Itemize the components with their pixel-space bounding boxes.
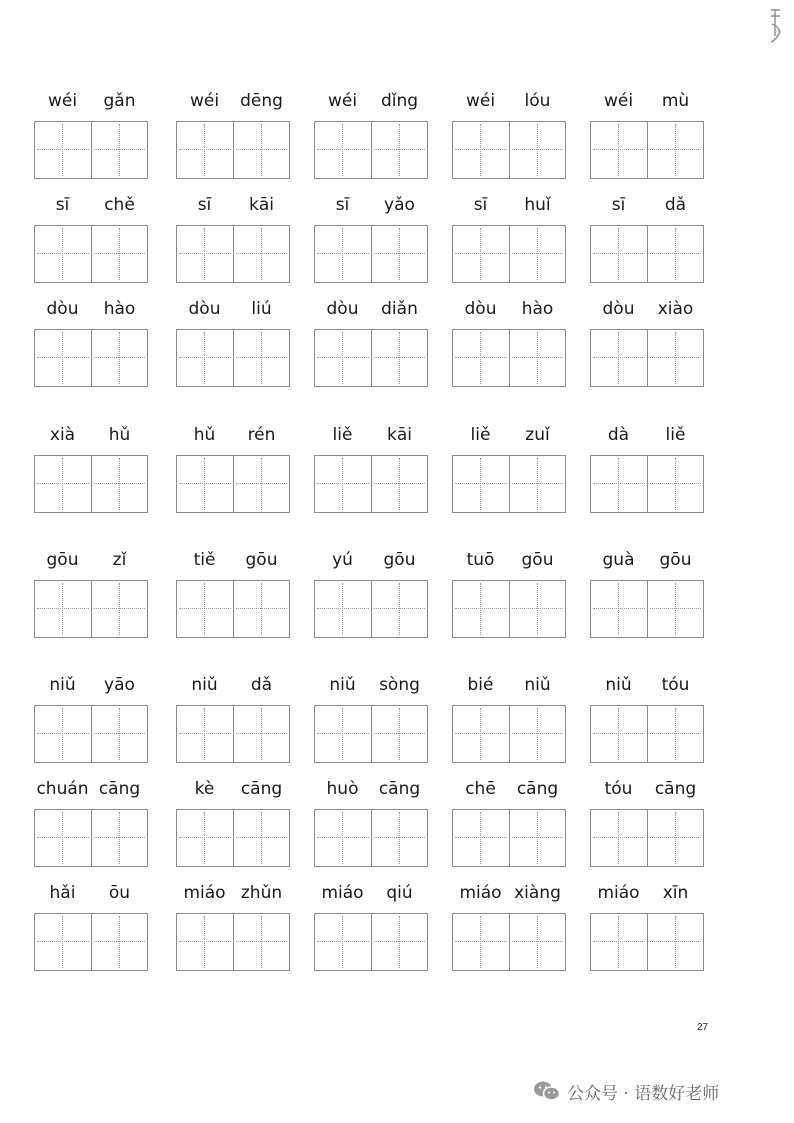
pinyin-syllable: lóu (524, 91, 551, 111)
pinyin-syllable: xià (49, 425, 76, 445)
pinyin-syllable: zuǐ (525, 425, 550, 445)
tian-zi-ge-cell[interactable] (509, 122, 566, 178)
pinyin-syllable: kè (194, 779, 215, 799)
writing-boxes (34, 809, 148, 867)
wechat-icon (533, 1080, 561, 1102)
pinyin-label (314, 192, 428, 218)
tian-zi-ge-cell[interactable] (233, 226, 290, 282)
pinyin-syllable: dǎ (664, 195, 687, 215)
writing-boxes (452, 913, 566, 971)
tian-zi-ge-cell[interactable] (35, 706, 91, 762)
word-item (34, 192, 148, 290)
pinyin-syllable: niǔ (605, 675, 632, 695)
word-item (314, 776, 428, 874)
pinyin-syllable: liú (251, 299, 272, 319)
word-item (314, 192, 428, 290)
pinyin-syllable: gōu (521, 550, 554, 570)
watermark-footer (533, 1078, 719, 1104)
tian-zi-ge-cell[interactable] (647, 456, 704, 512)
pinyin-label (34, 547, 148, 573)
pinyin-label (34, 88, 148, 114)
word-item (176, 192, 290, 290)
writing-boxes (314, 455, 428, 513)
pinyin-syllable: tóu (661, 675, 690, 695)
word-item (176, 422, 290, 520)
writing-boxes (34, 455, 148, 513)
writing-boxes (452, 705, 566, 763)
pinyin-syllable: liě (665, 425, 686, 445)
pinyin-syllable: sī (611, 195, 626, 215)
pinyin-syllable: tóu (604, 779, 633, 799)
tian-zi-ge-cell[interactable] (647, 810, 704, 866)
tian-zi-ge-cell[interactable] (509, 706, 566, 762)
pinyin-label (452, 192, 566, 218)
pinyin-syllable: wéi (47, 91, 78, 111)
writing-boxes (314, 225, 428, 283)
word-item (176, 672, 290, 770)
pinyin-syllable: xīn (662, 883, 689, 903)
word-row (34, 880, 714, 978)
word-item (314, 672, 428, 770)
pinyin-syllable: cāng (654, 779, 697, 799)
pinyin-label (452, 672, 566, 698)
pinyin-label (590, 192, 704, 218)
word-item (34, 88, 148, 186)
pinyin-syllable: xiàng (514, 883, 561, 903)
writing-boxes (590, 121, 704, 179)
pinyin-label (590, 88, 704, 114)
pinyin-syllable: zǐ (112, 550, 127, 570)
tian-zi-ge-cell[interactable] (315, 122, 371, 178)
pinyin-label (452, 296, 566, 322)
pinyin-syllable: miáo (597, 883, 640, 903)
word-item (452, 776, 566, 874)
writing-boxes (176, 121, 290, 179)
word-item (590, 192, 704, 290)
tian-zi-ge-cell[interactable] (591, 330, 647, 386)
word-item (452, 88, 566, 186)
pinyin-label (590, 296, 704, 322)
pinyin-syllable: chē (465, 779, 496, 799)
word-item (314, 88, 428, 186)
word-row (34, 192, 714, 290)
word-row (34, 672, 714, 770)
pinyin-syllable: huò (326, 779, 359, 799)
writing-boxes (452, 225, 566, 283)
writing-boxes (314, 329, 428, 387)
tian-zi-ge-cell[interactable] (453, 810, 509, 866)
word-item (176, 296, 290, 394)
tian-zi-ge-cell[interactable] (91, 456, 148, 512)
tian-zi-ge-cell[interactable] (233, 914, 290, 970)
word-item (452, 547, 566, 645)
pinyin-syllable: gōu (659, 550, 692, 570)
writing-boxes (314, 121, 428, 179)
pinyin-syllable: niǔ (191, 675, 218, 695)
pinyin-syllable: sī (335, 195, 350, 215)
pinyin-syllable: kāi (387, 425, 412, 445)
writing-boxes (452, 455, 566, 513)
pinyin-label (314, 547, 428, 573)
pinyin-label (34, 296, 148, 322)
corner-mark-icon (768, 6, 784, 44)
pinyin-syllable: cāng (240, 779, 283, 799)
pinyin-syllable: sī (55, 195, 70, 215)
tian-zi-ge-cell[interactable] (453, 706, 509, 762)
tian-zi-ge-cell[interactable] (91, 330, 148, 386)
writing-boxes (176, 225, 290, 283)
tian-zi-ge-cell[interactable] (233, 581, 290, 637)
pinyin-syllable: niǔ (524, 675, 551, 695)
pinyin-syllable: gōu (46, 550, 79, 570)
word-item (34, 296, 148, 394)
pinyin-syllable: diǎn (381, 299, 418, 319)
pinyin-syllable: mù (661, 91, 690, 111)
pinyin-syllable: yú (332, 550, 353, 570)
pinyin-syllable: sī (197, 195, 212, 215)
tian-zi-ge-cell[interactable] (371, 581, 428, 637)
tian-zi-ge-cell[interactable] (91, 706, 148, 762)
pinyin-syllable: niǔ (49, 675, 76, 695)
tian-zi-ge-cell[interactable] (591, 581, 647, 637)
writing-boxes (176, 705, 290, 763)
tian-zi-ge-cell[interactable] (91, 810, 148, 866)
pinyin-syllable: zhǔn (240, 883, 283, 903)
pinyin-label (34, 776, 148, 802)
tian-zi-ge-cell[interactable] (371, 456, 428, 512)
pinyin-syllable: qiú (386, 883, 413, 903)
word-item (590, 422, 704, 520)
word-item (590, 296, 704, 394)
word-row (34, 422, 714, 520)
pinyin-syllable: cāng (378, 779, 421, 799)
pinyin-syllable: yǎo (384, 195, 415, 215)
pinyin-label (452, 422, 566, 448)
word-item (452, 672, 566, 770)
pinyin-syllable: wéi (603, 91, 634, 111)
tian-zi-ge-cell[interactable] (35, 914, 91, 970)
pinyin-syllable: hào (521, 299, 554, 319)
pinyin-syllable: dòu (602, 299, 635, 319)
word-item (590, 776, 704, 874)
word-row (34, 88, 714, 186)
tian-zi-ge-cell[interactable] (453, 914, 509, 970)
word-item (176, 88, 290, 186)
writing-boxes (590, 455, 704, 513)
word-row (34, 547, 714, 645)
word-item (176, 776, 290, 874)
pinyin-syllable: dòu (188, 299, 221, 319)
writing-boxes (314, 913, 428, 971)
writing-boxes (176, 455, 290, 513)
tian-zi-ge-cell[interactable] (35, 330, 91, 386)
writing-boxes (34, 121, 148, 179)
tian-zi-ge-cell[interactable] (647, 226, 704, 282)
pinyin-syllable: cāng (98, 779, 141, 799)
tian-zi-ge-cell[interactable] (91, 122, 148, 178)
pinyin-syllable: gǎn (103, 91, 136, 111)
tian-zi-ge-cell[interactable] (177, 581, 233, 637)
tian-zi-ge-cell[interactable] (35, 581, 91, 637)
pinyin-syllable: dà (607, 425, 630, 445)
tian-zi-ge-cell[interactable] (315, 810, 371, 866)
pinyin-label (314, 88, 428, 114)
tian-zi-ge-cell[interactable] (647, 706, 704, 762)
pinyin-label (176, 296, 290, 322)
word-item (34, 776, 148, 874)
tian-zi-ge-cell[interactable] (591, 914, 647, 970)
tian-zi-ge-cell[interactable] (315, 456, 371, 512)
pinyin-syllable: wéi (189, 91, 220, 111)
writing-boxes (452, 809, 566, 867)
pinyin-label (314, 672, 428, 698)
pinyin-syllable: dēng (240, 91, 283, 111)
pinyin-label (34, 192, 148, 218)
tian-zi-ge-cell[interactable] (315, 914, 371, 970)
pinyin-label (590, 672, 704, 698)
word-item (452, 422, 566, 520)
word-row (34, 296, 714, 394)
writing-boxes (314, 580, 428, 638)
tian-zi-ge-cell[interactable] (591, 122, 647, 178)
tian-zi-ge-cell[interactable] (509, 581, 566, 637)
tian-zi-ge-cell[interactable] (315, 226, 371, 282)
writing-boxes (590, 329, 704, 387)
pinyin-label (176, 88, 290, 114)
footer-text: 公众号 · 语数好老师 (567, 1083, 720, 1104)
pinyin-syllable: hào (103, 299, 136, 319)
writing-boxes (314, 705, 428, 763)
writing-boxes (590, 705, 704, 763)
pinyin-syllable: hǔ (108, 425, 131, 445)
pinyin-label (176, 422, 290, 448)
tian-zi-ge-cell[interactable] (35, 456, 91, 512)
pinyin-syllable: liě (470, 425, 491, 445)
pinyin-syllable: dǐng (380, 91, 419, 111)
tian-zi-ge-cell[interactable] (233, 706, 290, 762)
pinyin-syllable: kāi (249, 195, 274, 215)
word-item (314, 880, 428, 978)
tian-zi-ge-cell[interactable] (591, 810, 647, 866)
tian-zi-ge-cell[interactable] (647, 122, 704, 178)
writing-boxes (590, 580, 704, 638)
pinyin-label (452, 547, 566, 573)
tian-zi-ge-cell[interactable] (315, 706, 371, 762)
tian-zi-ge-cell[interactable] (509, 914, 566, 970)
tian-zi-ge-cell[interactable] (509, 456, 566, 512)
writing-boxes (34, 913, 148, 971)
writing-boxes (176, 809, 290, 867)
writing-boxes (34, 580, 148, 638)
pinyin-label (176, 776, 290, 802)
writing-boxes (590, 913, 704, 971)
pinyin-syllable: hǔ (193, 425, 216, 445)
word-item (314, 547, 428, 645)
tian-zi-ge-cell[interactable] (35, 122, 91, 178)
pinyin-label (452, 880, 566, 906)
tian-zi-ge-cell[interactable] (509, 226, 566, 282)
pinyin-syllable: miáo (321, 883, 364, 903)
pinyin-label (590, 776, 704, 802)
pinyin-syllable: dǎ (250, 675, 273, 695)
word-item (34, 672, 148, 770)
pinyin-syllable: dòu (464, 299, 497, 319)
word-item (452, 296, 566, 394)
pinyin-syllable: wéi (465, 91, 496, 111)
word-row (34, 776, 714, 874)
writing-boxes (34, 225, 148, 283)
pinyin-syllable: chě (104, 195, 135, 215)
pinyin-syllable: cāng (516, 779, 559, 799)
tian-zi-ge-cell[interactable] (453, 330, 509, 386)
tian-zi-ge-cell[interactable] (177, 226, 233, 282)
writing-boxes (590, 225, 704, 283)
tian-zi-ge-cell[interactable] (35, 226, 91, 282)
pinyin-syllable: chuán (36, 779, 89, 799)
tian-zi-ge-cell[interactable] (233, 122, 290, 178)
word-item (34, 880, 148, 978)
pinyin-syllable: guà (602, 550, 635, 570)
pinyin-syllable: bié (467, 675, 494, 695)
pinyin-label (34, 672, 148, 698)
tian-zi-ge-cell[interactable] (233, 456, 290, 512)
writing-boxes (176, 913, 290, 971)
pinyin-label (176, 547, 290, 573)
tian-zi-ge-cell[interactable] (177, 456, 233, 512)
pinyin-syllable: tuō (466, 550, 495, 570)
pinyin-syllable: huǐ (524, 195, 551, 215)
pinyin-label (176, 672, 290, 698)
tian-zi-ge-cell[interactable] (591, 226, 647, 282)
writing-boxes (590, 809, 704, 867)
pinyin-label (314, 776, 428, 802)
tian-zi-ge-cell[interactable] (177, 810, 233, 866)
word-item (452, 880, 566, 978)
pinyin-syllable: liě (332, 425, 353, 445)
pinyin-label (314, 422, 428, 448)
word-item (314, 422, 428, 520)
pinyin-syllable: dòu (46, 299, 79, 319)
tian-zi-ge-cell[interactable] (91, 226, 148, 282)
word-item (590, 88, 704, 186)
writing-boxes (452, 121, 566, 179)
tian-zi-ge-cell[interactable] (647, 914, 704, 970)
tian-zi-ge-cell[interactable] (315, 330, 371, 386)
tian-zi-ge-cell[interactable] (315, 581, 371, 637)
pinyin-label (590, 422, 704, 448)
pinyin-syllable: yāo (104, 675, 135, 695)
tian-zi-ge-cell[interactable] (371, 914, 428, 970)
tian-zi-ge-cell[interactable] (453, 581, 509, 637)
tian-zi-ge-cell[interactable] (371, 706, 428, 762)
pinyin-syllable: sòng (379, 675, 420, 695)
writing-boxes (176, 580, 290, 638)
pinyin-syllable: rén (247, 425, 276, 445)
page-number: 27 (697, 1022, 709, 1033)
word-item (176, 880, 290, 978)
tian-zi-ge-cell[interactable] (647, 330, 704, 386)
pinyin-label (314, 880, 428, 906)
pinyin-syllable: niǔ (329, 675, 356, 695)
tian-zi-ge-cell[interactable] (453, 226, 509, 282)
word-item (452, 192, 566, 290)
writing-boxes (176, 329, 290, 387)
tian-zi-ge-cell[interactable] (371, 330, 428, 386)
tian-zi-ge-cell[interactable] (35, 810, 91, 866)
pinyin-syllable: wéi (327, 91, 358, 111)
pinyin-label (590, 547, 704, 573)
pinyin-label (590, 880, 704, 906)
pinyin-syllable: gōu (245, 550, 278, 570)
tian-zi-ge-cell[interactable] (453, 122, 509, 178)
tian-zi-ge-cell[interactable] (371, 810, 428, 866)
word-item (590, 547, 704, 645)
pinyin-syllable: miáo (459, 883, 502, 903)
pinyin-syllable: xiào (657, 299, 694, 319)
writing-boxes (314, 809, 428, 867)
pinyin-syllable: dòu (326, 299, 359, 319)
tian-zi-ge-cell[interactable] (177, 706, 233, 762)
tian-zi-ge-cell[interactable] (91, 914, 148, 970)
tian-zi-ge-cell[interactable] (177, 122, 233, 178)
tian-zi-ge-cell[interactable] (591, 456, 647, 512)
tian-zi-ge-cell[interactable] (371, 122, 428, 178)
pinyin-syllable: miáo (183, 883, 226, 903)
word-item (34, 547, 148, 645)
writing-boxes (452, 580, 566, 638)
tian-zi-ge-cell[interactable] (453, 456, 509, 512)
tian-zi-ge-cell[interactable] (509, 810, 566, 866)
word-item (590, 672, 704, 770)
pinyin-label (34, 422, 148, 448)
pinyin-syllable: sī (473, 195, 488, 215)
pinyin-label (452, 776, 566, 802)
pinyin-label (314, 296, 428, 322)
word-item (590, 880, 704, 978)
pinyin-syllable: ōu (108, 883, 131, 903)
tian-zi-ge-cell[interactable] (91, 581, 148, 637)
pinyin-label (176, 192, 290, 218)
word-item (34, 422, 148, 520)
tian-zi-ge-cell[interactable] (591, 706, 647, 762)
writing-boxes (34, 705, 148, 763)
word-item (314, 296, 428, 394)
tian-zi-ge-cell[interactable] (233, 810, 290, 866)
tian-zi-ge-cell[interactable] (177, 914, 233, 970)
pinyin-label (176, 880, 290, 906)
pinyin-syllable: gōu (383, 550, 416, 570)
writing-boxes (34, 329, 148, 387)
tian-zi-ge-cell[interactable] (233, 330, 290, 386)
pinyin-syllable: hǎi (49, 883, 76, 903)
writing-boxes (452, 329, 566, 387)
tian-zi-ge-cell[interactable] (177, 330, 233, 386)
tian-zi-ge-cell[interactable] (509, 330, 566, 386)
pinyin-syllable: tiě (193, 550, 216, 570)
pinyin-label (34, 880, 148, 906)
word-item (176, 547, 290, 645)
tian-zi-ge-cell[interactable] (371, 226, 428, 282)
pinyin-label (452, 88, 566, 114)
tian-zi-ge-cell[interactable] (647, 581, 704, 637)
